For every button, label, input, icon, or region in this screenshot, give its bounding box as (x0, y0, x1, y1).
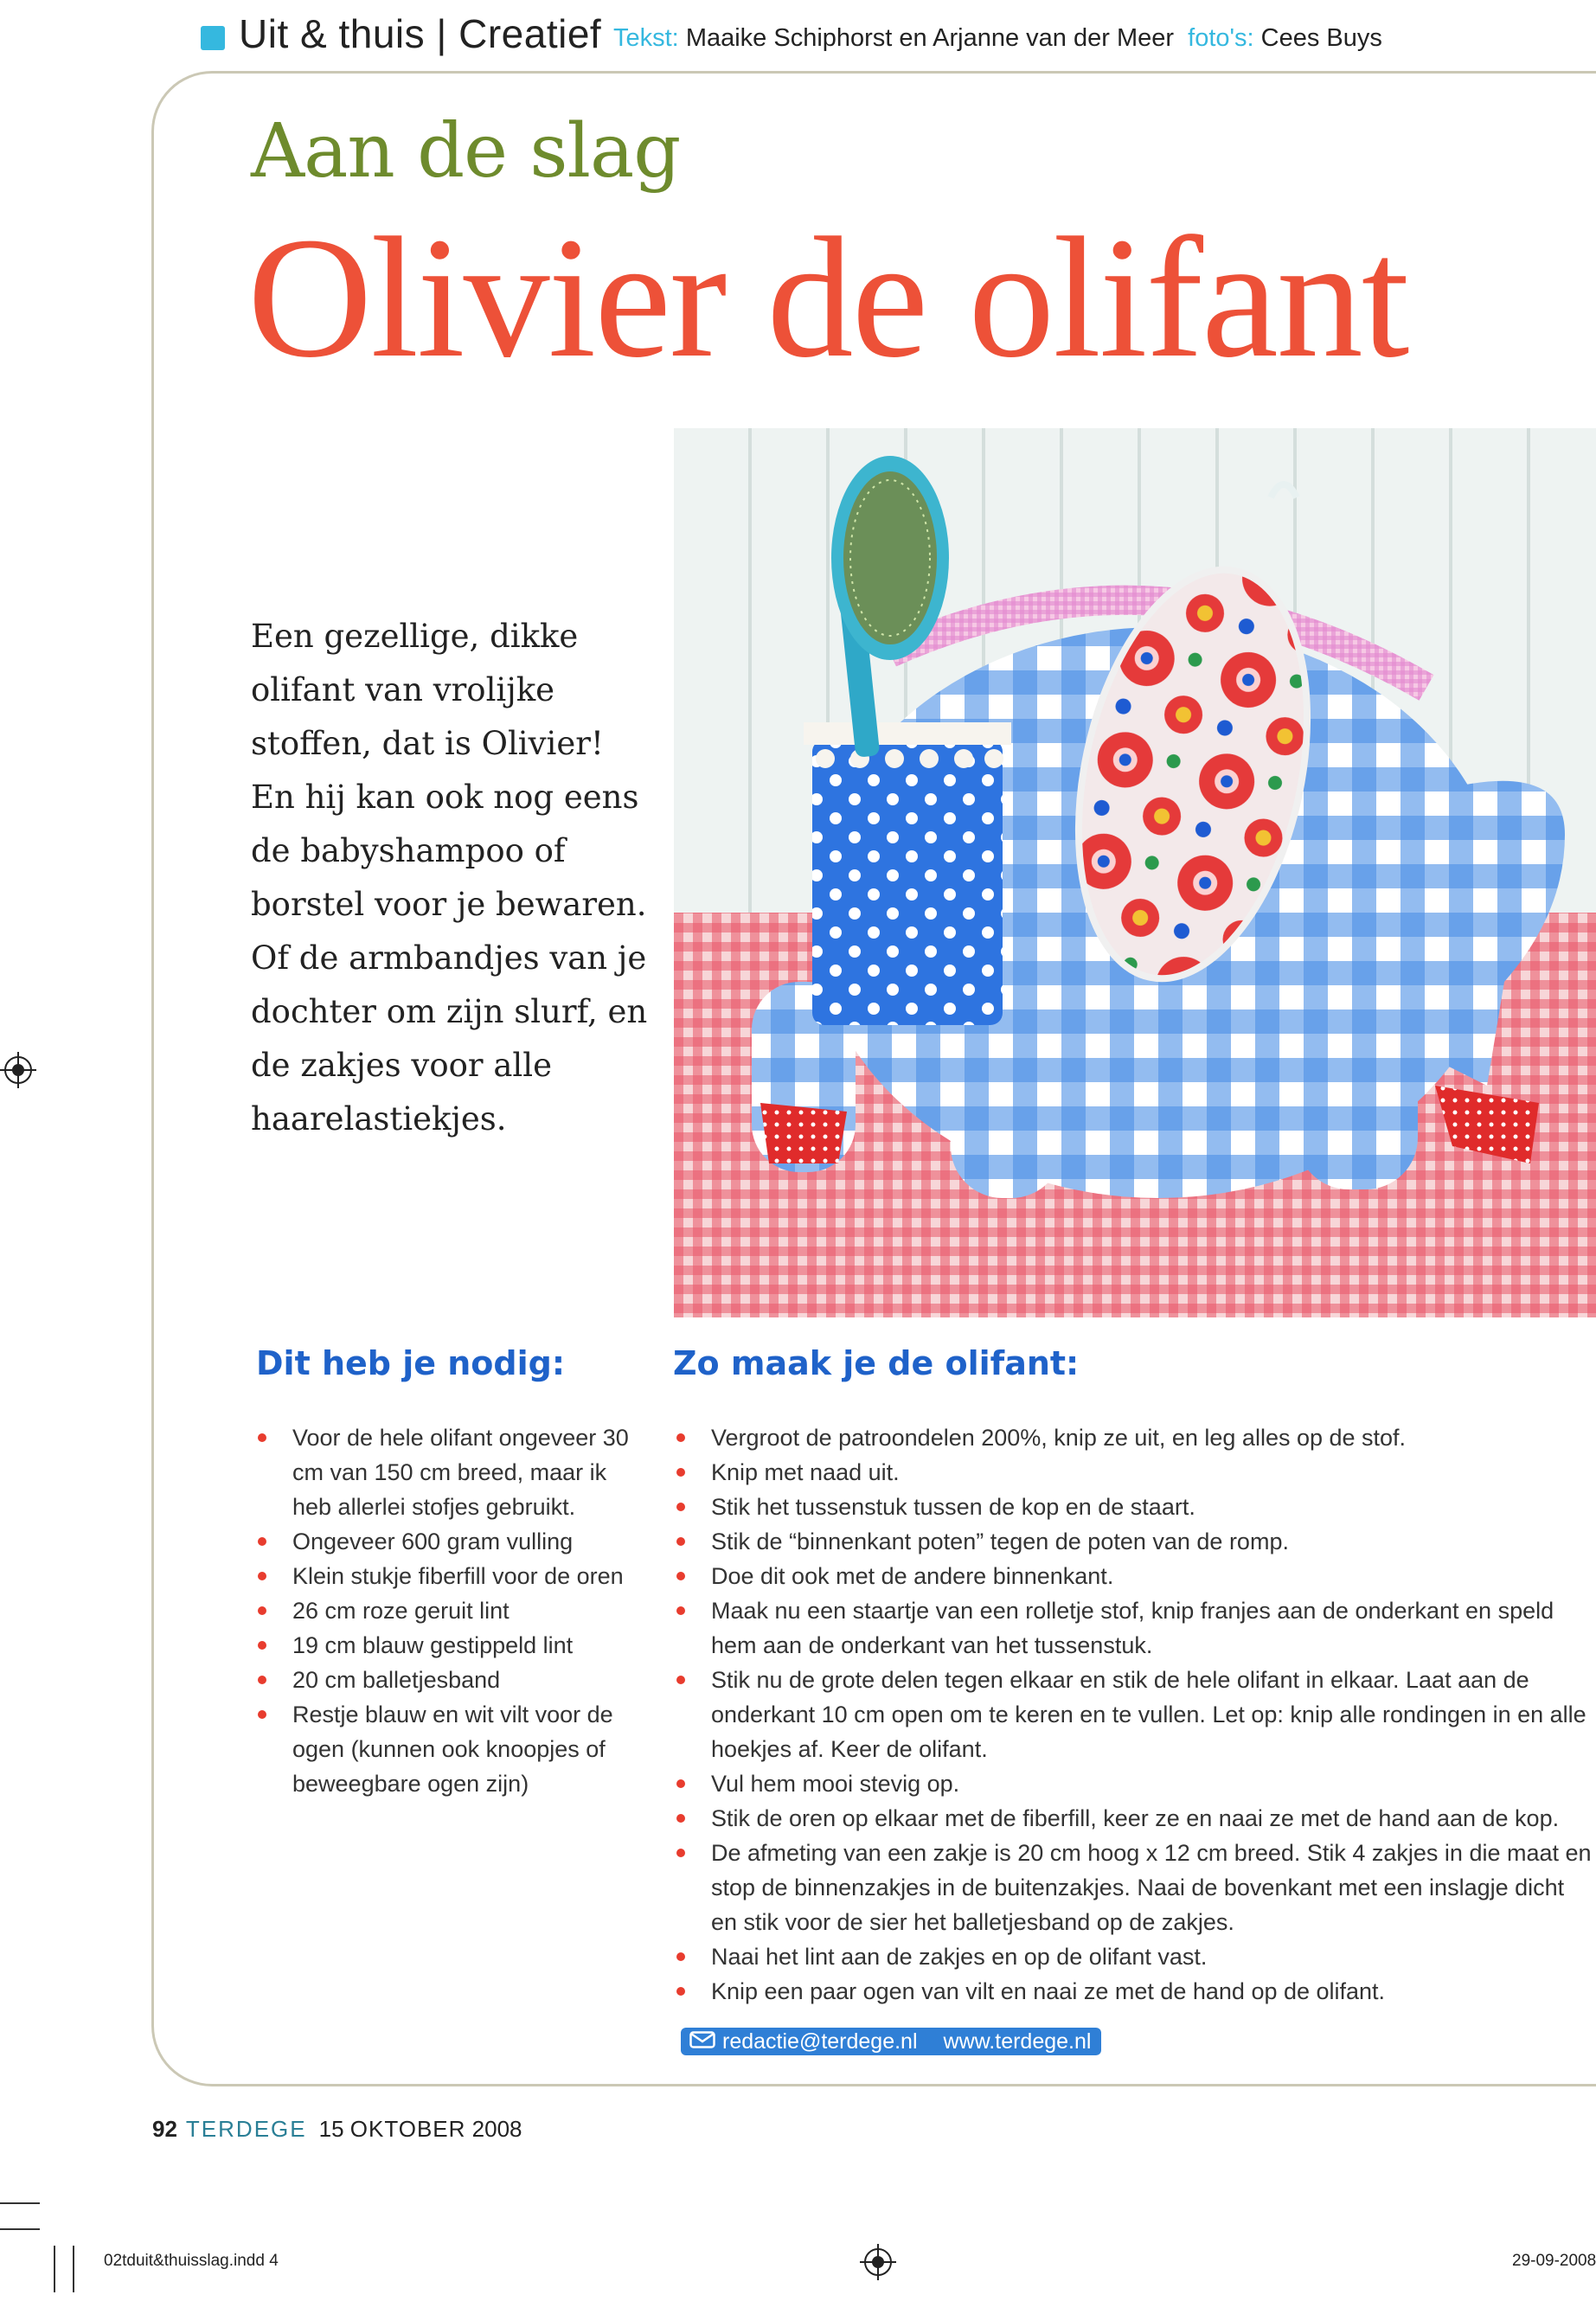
contact-website-link[interactable]: www.terdege.nl (943, 2029, 1092, 2054)
list-item: Knip een paar ogen van vilt en naai ze met de hand op de olifant. (675, 1974, 1596, 2009)
crop-mark (0, 2202, 40, 2204)
crop-mark (0, 2228, 40, 2230)
list-item: Naai het lint aan de zakjes en op de olifant vast. (675, 1939, 1596, 1974)
slug-date: 29-09-2008 (1512, 2252, 1596, 2270)
list-item: Vul hem mooi stevig op. (675, 1766, 1596, 1801)
crop-mark (73, 2246, 74, 2292)
list-item: Voor de hele olifant ongeveer 30 cm van 150 cm breed, maar ik heb allerlei stofjes gebruikt. (256, 1420, 641, 1524)
list-item: Stik nu de grote delen tegen elkaar en stik de hele olifant in elkaar. Laat aan de onderkant 10 cm open om te keren en te vullen. Let op: knip alle rondingen in en alle hoekjes af. Keer de olifant. (675, 1663, 1596, 1766)
steps-list (675, 1420, 1596, 2009)
mail-icon (689, 2028, 715, 2055)
text-credit-label: Tekst: (613, 24, 679, 52)
section-label: Uit & thuis | Creatief (239, 11, 602, 56)
crop-mark (54, 2246, 55, 2292)
slug-filename: 02tduit&thuisslag.indd 4 (104, 2252, 279, 2270)
list-item: De afmeting van een zakje is 20 cm hoog x 12 cm breed. Stik 4 zakjes in die maat en stop de binnenzakjes in de buitenzakjes. Naai de bovenkant met een inslagje dicht en stik voor de sier het balletjesband op de zakjes. (675, 1836, 1596, 1939)
list-item: Ongeveer 600 gram vulling (256, 1524, 641, 1559)
issue-month: OKTOBER (349, 2116, 466, 2142)
page-number: 92 (152, 2116, 177, 2142)
section-marker-square (201, 26, 225, 50)
list-item: Knip met naad uit. (675, 1455, 1596, 1490)
list-item: Stik de oren op elkaar met de fiberfill, keer ze en naai ze met de hand aan de kop. (675, 1801, 1596, 1836)
list-item: Klein stukje fiberfill voor de oren (256, 1559, 641, 1593)
contact-pill (681, 2028, 1101, 2055)
page-folio (152, 2116, 522, 2143)
registration-mark-bottom (860, 2244, 896, 2285)
registration-mark-left (0, 1052, 36, 1093)
list-item: Stik het tussenstuk tussen de kop en de staart. (675, 1490, 1596, 1524)
list-item: Restje blauw en wit vilt voor de ogen (kunnen ook knoopjes of beweegbare ogen zijn) (256, 1697, 641, 1801)
list-item: Stik de “binnenkant poten” tegen de poten van de romp. (675, 1524, 1596, 1559)
article-kicker: Aan de slag (251, 108, 681, 195)
needs-list (256, 1420, 641, 1801)
elephant-photo (674, 428, 1596, 1317)
intro-paragraph: Een gezellige, dikke olifant van vrolijke stoffen, dat is Olivier! En hij kan ook nog eens de babyshampoo of borstel voor je bewaren. Of de armbandjes van je dochter om zijn slurf, en de zakjes voor alle haarelastiekjes. (251, 618, 648, 1138)
list-item: Doe dit ook met de andere binnenkant. (675, 1559, 1596, 1593)
list-item: 26 cm roze geruit lint (256, 1593, 641, 1628)
list-item: Vergroot de patroondelen 200%, knip ze uit, en leg alles op de stof. (675, 1420, 1596, 1455)
issue-year: 2008 (471, 2116, 522, 2142)
list-item: Maak nu een staartje van een rolletje stof, knip franjes aan de onderkant en speld hem aan de onderkant van het tussenstuk. (675, 1593, 1596, 1663)
steps-heading: Zo maak je de olifant: (673, 1344, 1080, 1382)
photographer: Cees Buys (1260, 24, 1382, 52)
authors: Maaike Schiphorst en Arjanne van der Meer (685, 24, 1175, 52)
contact-email-link[interactable]: redactie@terdege.nl (722, 2029, 918, 2054)
magazine-name: TERDEGE (185, 2116, 307, 2142)
article-title: Olivier de olifant (247, 202, 1408, 394)
photo-credit-label: foto's: (1188, 24, 1254, 52)
credits-line (613, 24, 1382, 53)
needs-heading: Dit heb je nodig: (256, 1344, 566, 1382)
list-item: 19 cm blauw gestippeld lint (256, 1628, 641, 1663)
list-item: 20 cm balletjesband (256, 1663, 641, 1697)
issue-day: 15 (318, 2116, 344, 2142)
